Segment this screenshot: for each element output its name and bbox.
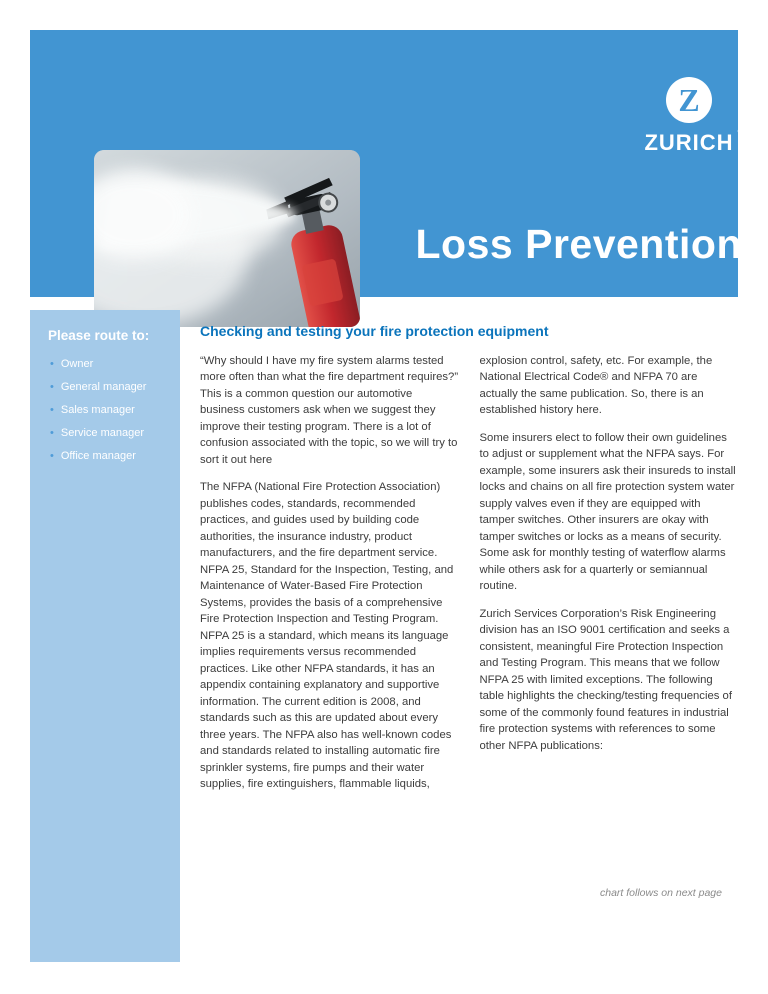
brand-wordmark-text: ZURICH bbox=[644, 130, 734, 155]
route-sidebar bbox=[30, 310, 180, 962]
article-columns bbox=[200, 353, 738, 804]
bullet-icon: • bbox=[50, 381, 54, 393]
route-item-label: Owner bbox=[60, 358, 94, 370]
article-column-1 bbox=[200, 353, 459, 804]
chart-follows-note: chart follows on next page bbox=[600, 887, 722, 899]
route-item-label: Sales manager bbox=[60, 404, 135, 416]
paragraph: explosion control, safety, etc. For example, the National Electrical Code® and NFPA 70 are actually the same publication. So, there is an established history here. bbox=[479, 355, 713, 417]
paragraph: The NFPA (National Fire Protection Association) publishes codes, standards, recommended practices, and guides used by building code authorities, the insurance industry, product manufacturers, and the fire department service. NFPA 25, Standard for the Inspection, Testing, and Maintenance of Water-Based Fire Protection Systems, provides the basis of a comprehensive Fire Protection Inspection and Testing Program. NFPA 25 is a standard, which means its language implies requirements versus recommended practices. Like other NFPA standards, it has an appendix containing explanatory and supportive information. The current edition is 2008, and standards such as this are updated about every three years. The NFPA also has well-known codes and standards related to installing automatic fire sprinkler systems, fire pumps and their water supplies, fire extinguishers, flammable liquids, bbox=[200, 481, 454, 791]
brand-wordmark bbox=[644, 127, 745, 156]
zurich-logo bbox=[636, 77, 745, 156]
header-band bbox=[30, 30, 745, 297]
bullet-icon: • bbox=[50, 427, 54, 439]
paragraph: Zurich Services Corporation’s Risk Engineering division has an ISO 9001 certification and seeks a consistent, meaningful Fire Protection Inspection and Testing Program. This means that we follow NFPA 25 with limited exceptions. The following table highlights the checking/testing frequencies of some of the commonly found features in industrial fire protection systems with references to some other NFPA publications: bbox=[479, 607, 732, 752]
fire-extinguisher-photo bbox=[94, 150, 360, 327]
bullet-icon: • bbox=[50, 404, 54, 416]
route-item-service-manager bbox=[50, 427, 170, 439]
fire-extinguisher-illustration bbox=[94, 150, 360, 327]
route-item-sales-manager bbox=[50, 404, 170, 416]
paragraph: Some insurers elect to follow their own guidelines to adjust or supplement what the NFPA says. For example, some insurers ask their insureds to install locks and chains on all fire protection system water supply valves even if they are equipped with tamper switches. Other insurers are okay with tamper switches or locks as a means of security. Some ask for monthly testing of waterflow alarms while others ask for a quarterly or semiannual routine. bbox=[479, 431, 736, 593]
logo-z-letter: Z bbox=[678, 82, 700, 118]
route-item-label: Office manager bbox=[60, 450, 136, 462]
article-heading: Checking and testing your fire protection equipment bbox=[200, 323, 549, 339]
bullet-icon: • bbox=[50, 450, 54, 462]
route-item-general-manager bbox=[50, 381, 170, 393]
article bbox=[200, 323, 738, 804]
document-title: Loss Prevention bbox=[415, 221, 742, 267]
route-item-owner bbox=[50, 358, 170, 370]
route-sidebar-title: Please route to: bbox=[48, 328, 150, 343]
registered-trademark-symbol: ® bbox=[737, 127, 745, 136]
zurich-logo-icon bbox=[666, 77, 712, 123]
route-list bbox=[48, 358, 170, 462]
paragraph: “Why should I have my fire system alarms tested more often than what the fire department requires?” This is a common question our automotive business customers ask when we suggest they improve their testing program. There is a lot of confusion associated with the topic, so we will try to sort it out here bbox=[200, 355, 459, 466]
article-column-2 bbox=[480, 353, 739, 804]
route-item-office-manager bbox=[50, 450, 170, 462]
route-item-label: Service manager bbox=[60, 427, 145, 439]
bullet-icon: • bbox=[50, 358, 54, 370]
route-item-label: General manager bbox=[60, 381, 147, 393]
